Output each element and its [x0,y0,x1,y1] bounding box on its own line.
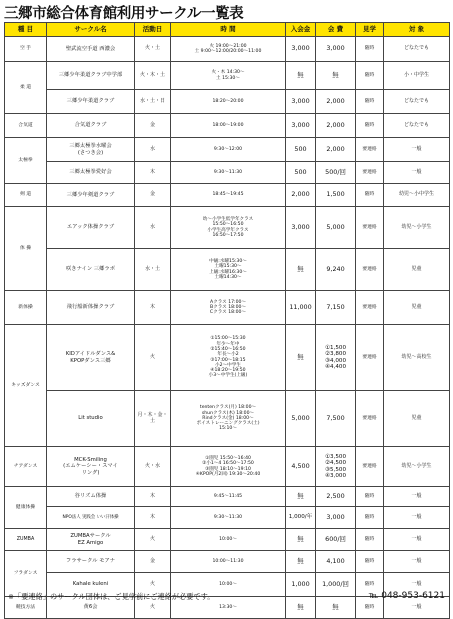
time-cell [171,487,286,507]
entrance-fee-cell: 1,000 [286,573,316,597]
membership-fee-cell: 7,500 [316,391,356,447]
name-line: 聖武流空手道 西濃会 [65,45,116,52]
time-line: 9:30～12:00 [213,146,243,152]
day-cell: 木 [135,487,171,507]
target-cell: 児童 [384,391,450,447]
day-cell: 金 [135,114,171,138]
day-cell: 火・木・土 [135,62,171,90]
category-cell: 柔 道 [5,62,47,114]
category-cell: 競技方法 [5,597,47,619]
tour-cell: 要連絡 [356,447,384,487]
name-line: KPOPダンス三郷 [70,357,111,364]
day-cell: 木 [135,162,171,184]
target-cell: 一般 [384,529,450,551]
name-line: 飛行船新体操クラブ [66,304,115,311]
name-cell [47,325,135,391]
target-cell: 小・中学生 [384,62,450,90]
time-line: Bクラス 18:00～ [209,304,247,310]
target-cell: どなたでも [384,37,450,62]
tour-cell: 要連絡 [356,291,384,325]
tour-cell: 要連絡 [356,207,384,249]
time-line: 18:00～19:00 [212,122,244,128]
time-cell [171,62,286,90]
category-cell: 剣 道 [5,184,47,207]
table-row [5,37,450,62]
day-cell: 火・水 [135,447,171,487]
header-membership-fee: 会 費 [316,23,356,37]
membership-fee-cell: 2,000 [316,90,356,114]
entrance-fee-cell: 無 [286,529,316,551]
footer-phone-number: ℡ 048-953-6121 [368,591,445,601]
name-cell [47,114,135,138]
name-cell [47,37,135,62]
time-cell [171,37,286,62]
name-cell [47,507,135,529]
membership-fee-cell: 3,000 [316,507,356,529]
time-line: 上級:水曜16:30～ [209,269,247,275]
category-cell: 空 手 [5,37,47,62]
tour-cell: 随時 [356,573,384,597]
membership-fee-cell: 9,240 [316,249,356,291]
tour-cell: 随時 [356,551,384,573]
time-line: Rindクラス(金) 18:00～ [202,415,254,421]
tour-cell: 随時 [356,529,384,551]
membership-fee-cell: 2,500 [316,487,356,507]
time-line: 土 15:30～ [216,75,240,81]
category-cell: 体 操 [5,207,47,291]
tour-cell: 要連絡 [356,162,384,184]
membership-fee-cell: 2,000 [316,114,356,138]
membership-fee-cell: 4,100 [316,551,356,573]
header-circle-name: サークル名 [47,23,135,37]
target-cell: 児童 [384,291,450,325]
tour-cell: 要連絡 [356,325,384,391]
time-line: 土曜15:30～ [214,264,242,270]
time-line: ③17:00～18:15 [210,357,246,363]
table-row [5,291,450,325]
time-line: ②小1～4 16:50～17:50 [202,461,254,467]
time-line: ④18:20～19:50 [210,368,246,374]
circle-table [4,22,450,619]
time-cell [171,184,286,207]
time-line: ①15:00～15:30 [210,336,246,342]
time-line: 13:30～ [219,604,237,610]
time-line: 15:50～16:50 [212,222,244,228]
time-line: 年少～年中 [216,341,240,347]
tour-cell: 随時 [356,487,384,507]
table-header-row [5,23,450,37]
time-line: ①園児 15:50～16:40 [205,455,251,461]
name-line: リング) [81,469,100,476]
time-line: 小学生高学年クラス [207,227,249,233]
time-line: 9:30～11:30 [213,169,243,175]
category-cell: 合気道 [5,114,47,138]
time-cell [171,162,286,184]
membership-fee-cell: 500/回 [316,162,356,184]
membership-fee-cell: 600/回 [316,529,356,551]
time-line: 小3～中学生(上級) [208,373,248,379]
time-line: 土曜14:30～ [214,274,242,280]
entrance-fee-cell: 3,000 [286,90,316,114]
category-cell: ZUMBA [5,529,47,551]
table-row [5,138,450,162]
name-line: 黄6会 [83,604,98,611]
name-line: EZ Amigo [77,539,104,546]
time-line: 9:30～11:30 [213,514,243,520]
time-line: 16:50～17:50 [212,232,244,238]
table-row [5,184,450,207]
time-line: 10:00～ [219,536,237,542]
table-row [5,62,450,90]
day-cell: 月・木・金・土 [135,391,171,447]
tour-cell: 要連絡 [356,249,384,291]
entrance-fee-cell: 無 [286,551,316,573]
time-line: 火 19:00～21:00 [209,43,247,49]
name-line: Kahale kuleni [72,581,109,588]
table-row [5,551,450,573]
time-cell [171,447,286,487]
time-line: 10:00～11:30 [212,558,244,564]
time-line: 小2～中学生 [215,362,241,368]
day-cell: 火・土 [135,37,171,62]
time-cell [171,529,286,551]
header-entrance-fee: 入会金 [286,23,316,37]
entrance-fee-cell: 3,000 [286,114,316,138]
tour-cell: 随時 [356,114,384,138]
entrance-fee-cell: 500 [286,162,316,184]
entrance-fee-cell: 無 [286,62,316,90]
name-cell [47,184,135,207]
name-line: 合気道クラブ [74,122,107,129]
time-cell [171,138,286,162]
day-cell: 水 [135,207,171,249]
time-line: tentenクラス(月) 18:00～ [199,405,257,411]
target-cell: 一般 [384,162,450,184]
category-cell: 新体操 [5,291,47,325]
day-cell: 水・土・日 [135,90,171,114]
day-cell: 水・土 [135,249,171,291]
name-cell [47,391,135,447]
day-cell: 金 [135,184,171,207]
category-cell: キッズダンス [5,325,47,447]
target-cell: 一般 [384,573,450,597]
name-line: フラサークル モアナ [65,558,116,565]
target-cell: 一般 [384,507,450,529]
target-cell: 幼児～小学生 [384,207,450,249]
table-row [5,507,450,529]
target-cell: 幼児～高校生 [384,325,450,391]
membership-fee-cell: 7,150 [316,291,356,325]
time-line: 年長～小2 [217,352,239,358]
time-line: 土 9:00～12:00/20:00～11:00 [194,49,262,54]
time-line: 18:20～20:00 [212,98,244,104]
name-line: 咲きナイン 三郷ラボ [66,266,115,273]
time-line: ④KPOP(月2回) 19:30～20:40 [195,471,261,477]
name-line: MCK-Smiling [74,457,107,464]
tour-cell: 随時 [356,597,384,619]
target-cell: どなたでも [384,114,450,138]
name-line: KIDアイドルダンス& [65,351,116,358]
entrance-fee-cell: 無 [286,249,316,291]
name-cell [47,529,135,551]
time-cell [171,114,286,138]
name-line: (エムケーシー・スマイ [63,463,118,470]
name-cell [47,551,135,573]
entrance-fee-cell: 無 [286,487,316,507]
name-line: Lit studio [78,415,103,422]
name-line: 三郷太極拳愛好会 [69,169,112,176]
name-cell [47,138,135,162]
entrance-fee-cell: 1,000/年 [286,507,316,529]
name-line: 三郷太極拳水曜会 [69,143,112,150]
time-cell [171,325,286,391]
membership-fee-cell: 無 [316,597,356,619]
header-target: 対 象 [384,23,450,37]
day-cell: 火 [135,325,171,391]
day-cell: 火 [135,529,171,551]
category-cell: 健康体操 [5,487,47,529]
category-cell: チアダンス [5,447,47,487]
target-cell: 一般 [384,597,450,619]
entrance-fee-cell: 500 [286,138,316,162]
membership-fee-cell: 3,000 [316,37,356,62]
name-cell [47,487,135,507]
time-cell [171,207,286,249]
time-cell [171,291,286,325]
target-cell: 幼児～小学生 [384,447,450,487]
name-line: エアック体操クラブ [66,224,115,231]
day-cell: 水 [135,138,171,162]
time-cell [171,391,286,447]
header-activity-day: 活動日 [135,23,171,37]
day-cell: 木 [135,507,171,529]
tour-cell: 随時 [356,90,384,114]
name-cell [47,249,135,291]
name-cell [47,90,135,114]
time-line: 幼～小学生低学年クラス [202,216,254,222]
time-cell [171,90,286,114]
name-line: 三郷少年柔道クラブ [66,98,115,105]
time-line: Aクラス 17:00～ [209,299,247,305]
footer-note: ※「要連絡」のサークル団体は、ご見学前にご連絡が必要です。 [8,592,215,601]
table-row [5,487,450,507]
name-line: NPO法人 実践会 いい汗体操 [62,514,119,520]
membership-fee-cell: ①1,500 ②3,800 ③4,000 ④4,400 [316,325,356,391]
target-cell: 児童 [384,249,450,291]
table-row [5,529,450,551]
table-row [5,325,450,391]
name-line: 三郷少年柔道クラブ中学部 [58,72,123,79]
category-cell: フラダンス [5,551,47,597]
entrance-fee-cell: 無 [286,597,316,619]
entrance-fee-cell: 3,000 [286,207,316,249]
tour-cell: 随時 [356,507,384,529]
tour-cell: 随時 [356,184,384,207]
target-cell: 幼児～小中学生 [384,184,450,207]
page-title: 三郷市総合体育館利用サークル一覧表 [4,6,244,22]
target-cell: 一般 [384,551,450,573]
membership-fee-cell: ①3,500 ②4,500 ③5,500 ④3,000 [316,447,356,487]
name-line: 谷リズム体操 [74,493,107,500]
target-cell: 一般 [384,138,450,162]
table-row [5,114,450,138]
header-time: 時 間 [171,23,286,37]
name-line: (さつき会) [77,149,104,156]
table-row [5,447,450,487]
time-cell [171,249,286,291]
table-row [5,90,450,114]
table-row [5,162,450,184]
time-line: Cクラス 18:00～ [209,310,247,316]
time-line: 中級:水曜15:30～ [209,258,247,264]
name-cell [47,62,135,90]
header-tour: 見学 [356,23,384,37]
membership-fee-cell: 1,000/回 [316,573,356,597]
time-line: ②15:40～16:50 [210,346,246,352]
entrance-fee-cell: 11,000 [286,291,316,325]
day-cell: 火 [135,573,171,597]
entrance-fee-cell: 3,000 [286,37,316,62]
time-line: 15:10～ [219,426,237,432]
time-cell [171,551,286,573]
membership-fee-cell: 無 [316,62,356,90]
name-cell [47,291,135,325]
table-row [5,207,450,249]
time-line: 9:45～11:45 [213,493,243,499]
tour-cell: 随時 [356,37,384,62]
time-line: 10:00～ [219,581,237,587]
time-line: 18:45～19:45 [212,192,244,198]
target-cell: 一般 [384,487,450,507]
category-cell: 太極拳 [5,138,47,184]
target-cell: どなたでも [384,90,450,114]
membership-fee-cell: 5,000 [316,207,356,249]
day-cell: 木 [135,291,171,325]
day-cell: 火 [135,597,171,619]
time-cell [171,507,286,529]
tour-cell: 要連絡 [356,138,384,162]
entrance-fee-cell: 4,500 [286,447,316,487]
name-cell [47,447,135,487]
table-row [5,249,450,291]
entrance-fee-cell: 2,000 [286,184,316,207]
entrance-fee-cell: 無 [286,325,316,391]
name-line: 三郷少年剣道クラブ [66,191,115,198]
membership-fee-cell: 1,500 [316,184,356,207]
time-line: 火・木 14:30～ [211,70,245,76]
name-line: ZUMBAサークル [70,533,111,540]
time-line: ポイストレーニングクラス(土) [196,421,260,427]
time-line: shunクラス(木) 18:00～ [201,410,255,416]
name-cell [47,162,135,184]
tour-cell: 要連絡 [356,391,384,447]
entrance-fee-cell: 5,000 [286,391,316,447]
membership-fee-cell: 2,000 [316,138,356,162]
header-category: 種 目 [5,23,47,37]
day-cell: 金 [135,551,171,573]
table-row [5,391,450,447]
name-cell [47,207,135,249]
tour-cell: 随時 [356,62,384,90]
time-line: ③園児 18:10～19:10 [205,466,251,472]
